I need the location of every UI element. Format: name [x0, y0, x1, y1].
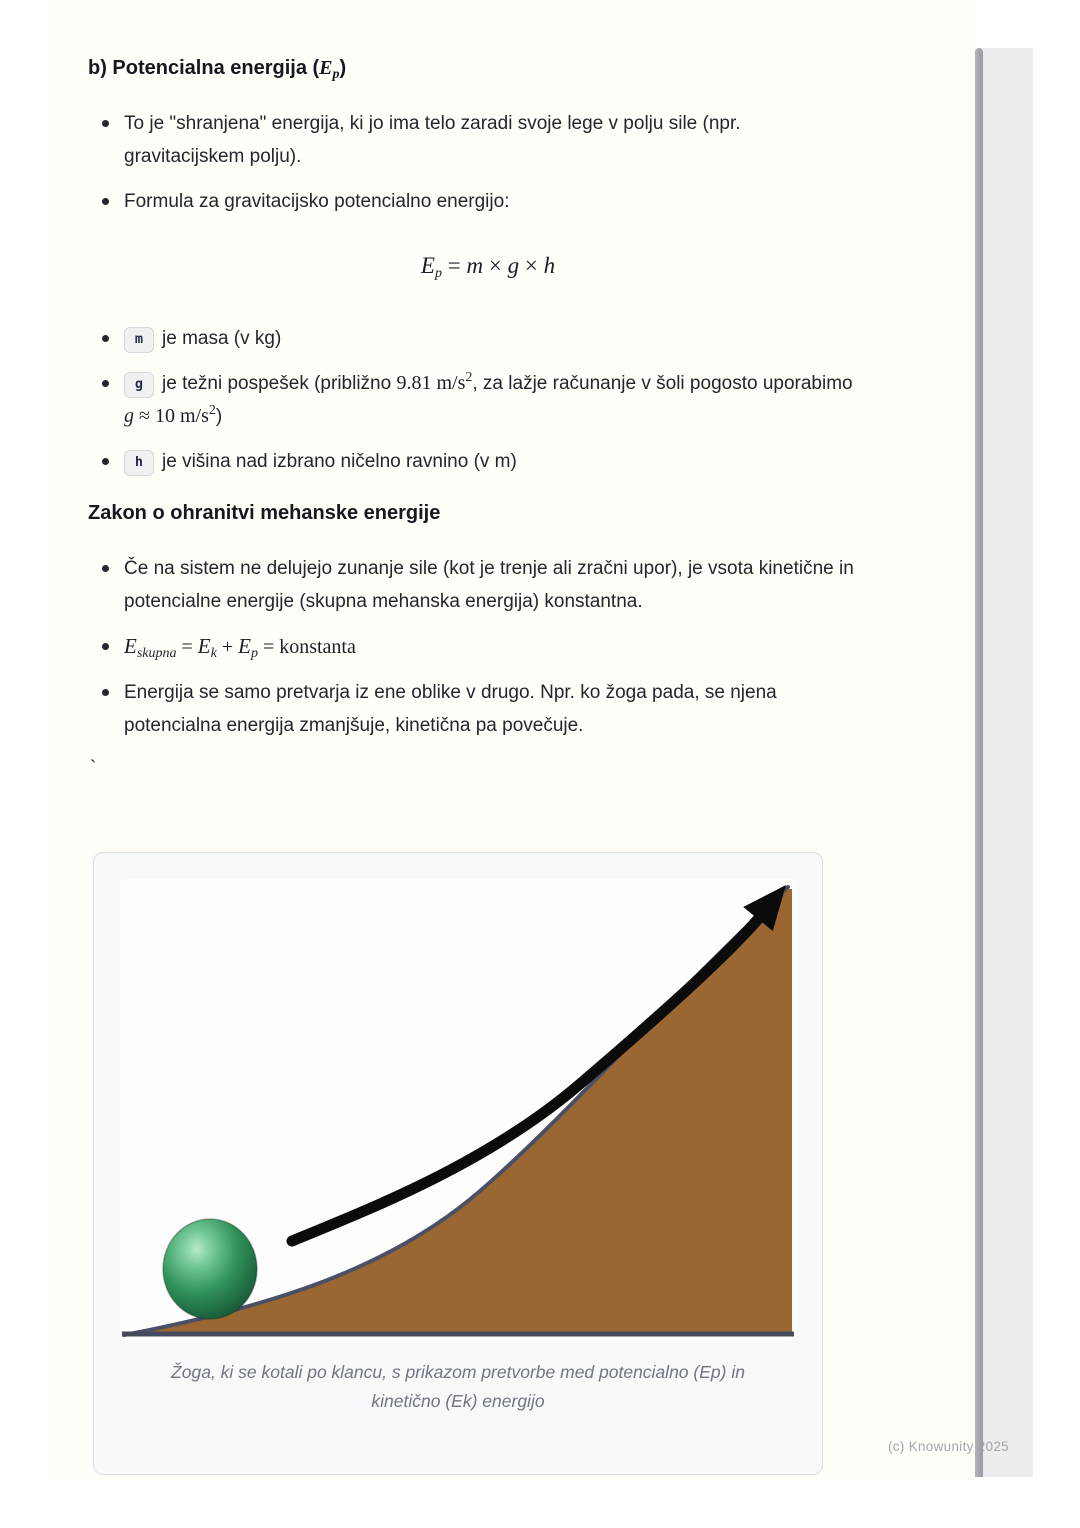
math-var-E: E	[197, 634, 211, 658]
knowunity-watermark: (c) Knowunity 2025	[888, 1439, 1009, 1454]
math-times: ×	[483, 253, 508, 278]
math-text-konstanta: konstanta	[279, 636, 356, 658]
scrollbar-thumb[interactable]	[975, 48, 983, 1477]
zakon-bullet-list	[88, 552, 858, 742]
scrollbar-track[interactable]	[983, 48, 1033, 1477]
bullet-text: je višina nad izbrano ničelno ravnino (v m)	[162, 451, 517, 472]
bullet-text: Formula za gravitacijsko potencialno energijo:	[124, 191, 510, 212]
bullet-text: )	[215, 406, 223, 427]
math-var-E: E	[319, 57, 333, 79]
stray-backtick-character: `	[90, 758, 97, 779]
document-page	[48, 0, 977, 1481]
list-item	[88, 552, 858, 618]
code-badge-m: m	[124, 327, 154, 353]
code-badge-h: h	[124, 450, 154, 476]
list-item	[88, 676, 858, 742]
slope-diagram-svg	[120, 879, 796, 1341]
list-item	[88, 367, 858, 433]
math-plus: +	[216, 636, 239, 658]
bullet-text: je težni pospešek (približno	[162, 373, 397, 394]
math-times: ×	[519, 253, 544, 278]
ball-on-slope-illustration	[120, 879, 796, 1341]
math-equals: =	[176, 636, 198, 658]
math-var-g: g	[124, 405, 134, 427]
list-item	[88, 322, 858, 355]
math-var-E: E	[238, 634, 251, 658]
math-var-E: E	[124, 634, 137, 658]
bullet-text: je masa (v kg)	[162, 328, 282, 349]
math-sub-p: p	[434, 266, 442, 281]
figure-card	[93, 852, 823, 1475]
math-sub-skupna: skupna	[136, 646, 177, 661]
math-var-g: g	[507, 253, 520, 278]
code-badge-g: g	[124, 372, 154, 398]
symbol-bullet-list	[88, 322, 858, 478]
list-item	[88, 107, 858, 173]
math-sup-2: 2	[208, 403, 216, 418]
potential-energy-formula	[88, 248, 888, 284]
math-var-m: m	[466, 253, 484, 278]
math-sub-p: p	[250, 646, 258, 661]
section-heading-potencialna-energija	[88, 0, 937, 81]
bullet-text: Energija se samo pretvarja iz ene oblike v drugo. Npr. ko žoga pada, se njena potencialna energija zmanjšuje, kinetična pa povečuje.	[124, 682, 777, 736]
list-item	[88, 630, 858, 664]
page-content	[48, 0, 977, 780]
math-sup-2: 2	[465, 370, 473, 385]
bullet-text: Če na sistem ne delujejo zunanje sile (kot je trenje ali zračni upor), je vsota kinetične in potencialne energije (skupna mehanska energija) konstantna.	[124, 558, 854, 612]
heading-text-after: )	[339, 57, 347, 79]
intro-bullet-list	[88, 107, 858, 218]
figure-caption: Žoga, ki se kotali po klancu, s prikazom pretvorbe med potencialno (Ep) in kinetično (Ek) energijo	[171, 1362, 745, 1411]
math-equals: =	[257, 636, 280, 658]
green-ball	[163, 1219, 257, 1319]
list-item	[88, 185, 858, 218]
math-value-981: 9.81 m/s	[396, 372, 466, 394]
list-item	[88, 445, 858, 478]
bullet-text: To je "shranjena" energija, ki jo ima telo zaradi svoje lege v polju sile (npr. gravitacijskem polju).	[124, 113, 741, 167]
math-var-h: h	[543, 253, 556, 278]
math-value-10: ≈ 10 m/s	[134, 405, 209, 427]
math-sub-p: p	[332, 67, 340, 82]
math-var-E: E	[420, 253, 435, 278]
bullet-text: , za lažje računanje v šoli pogosto uporabimo	[472, 373, 853, 394]
math-equals: =	[441, 253, 467, 278]
math-sub-k: k	[210, 646, 217, 661]
heading-text-before: b) Potencialna energija (	[88, 57, 320, 79]
section-heading-zakon: Zakon o ohranitvi mehanske energije	[88, 502, 441, 524]
